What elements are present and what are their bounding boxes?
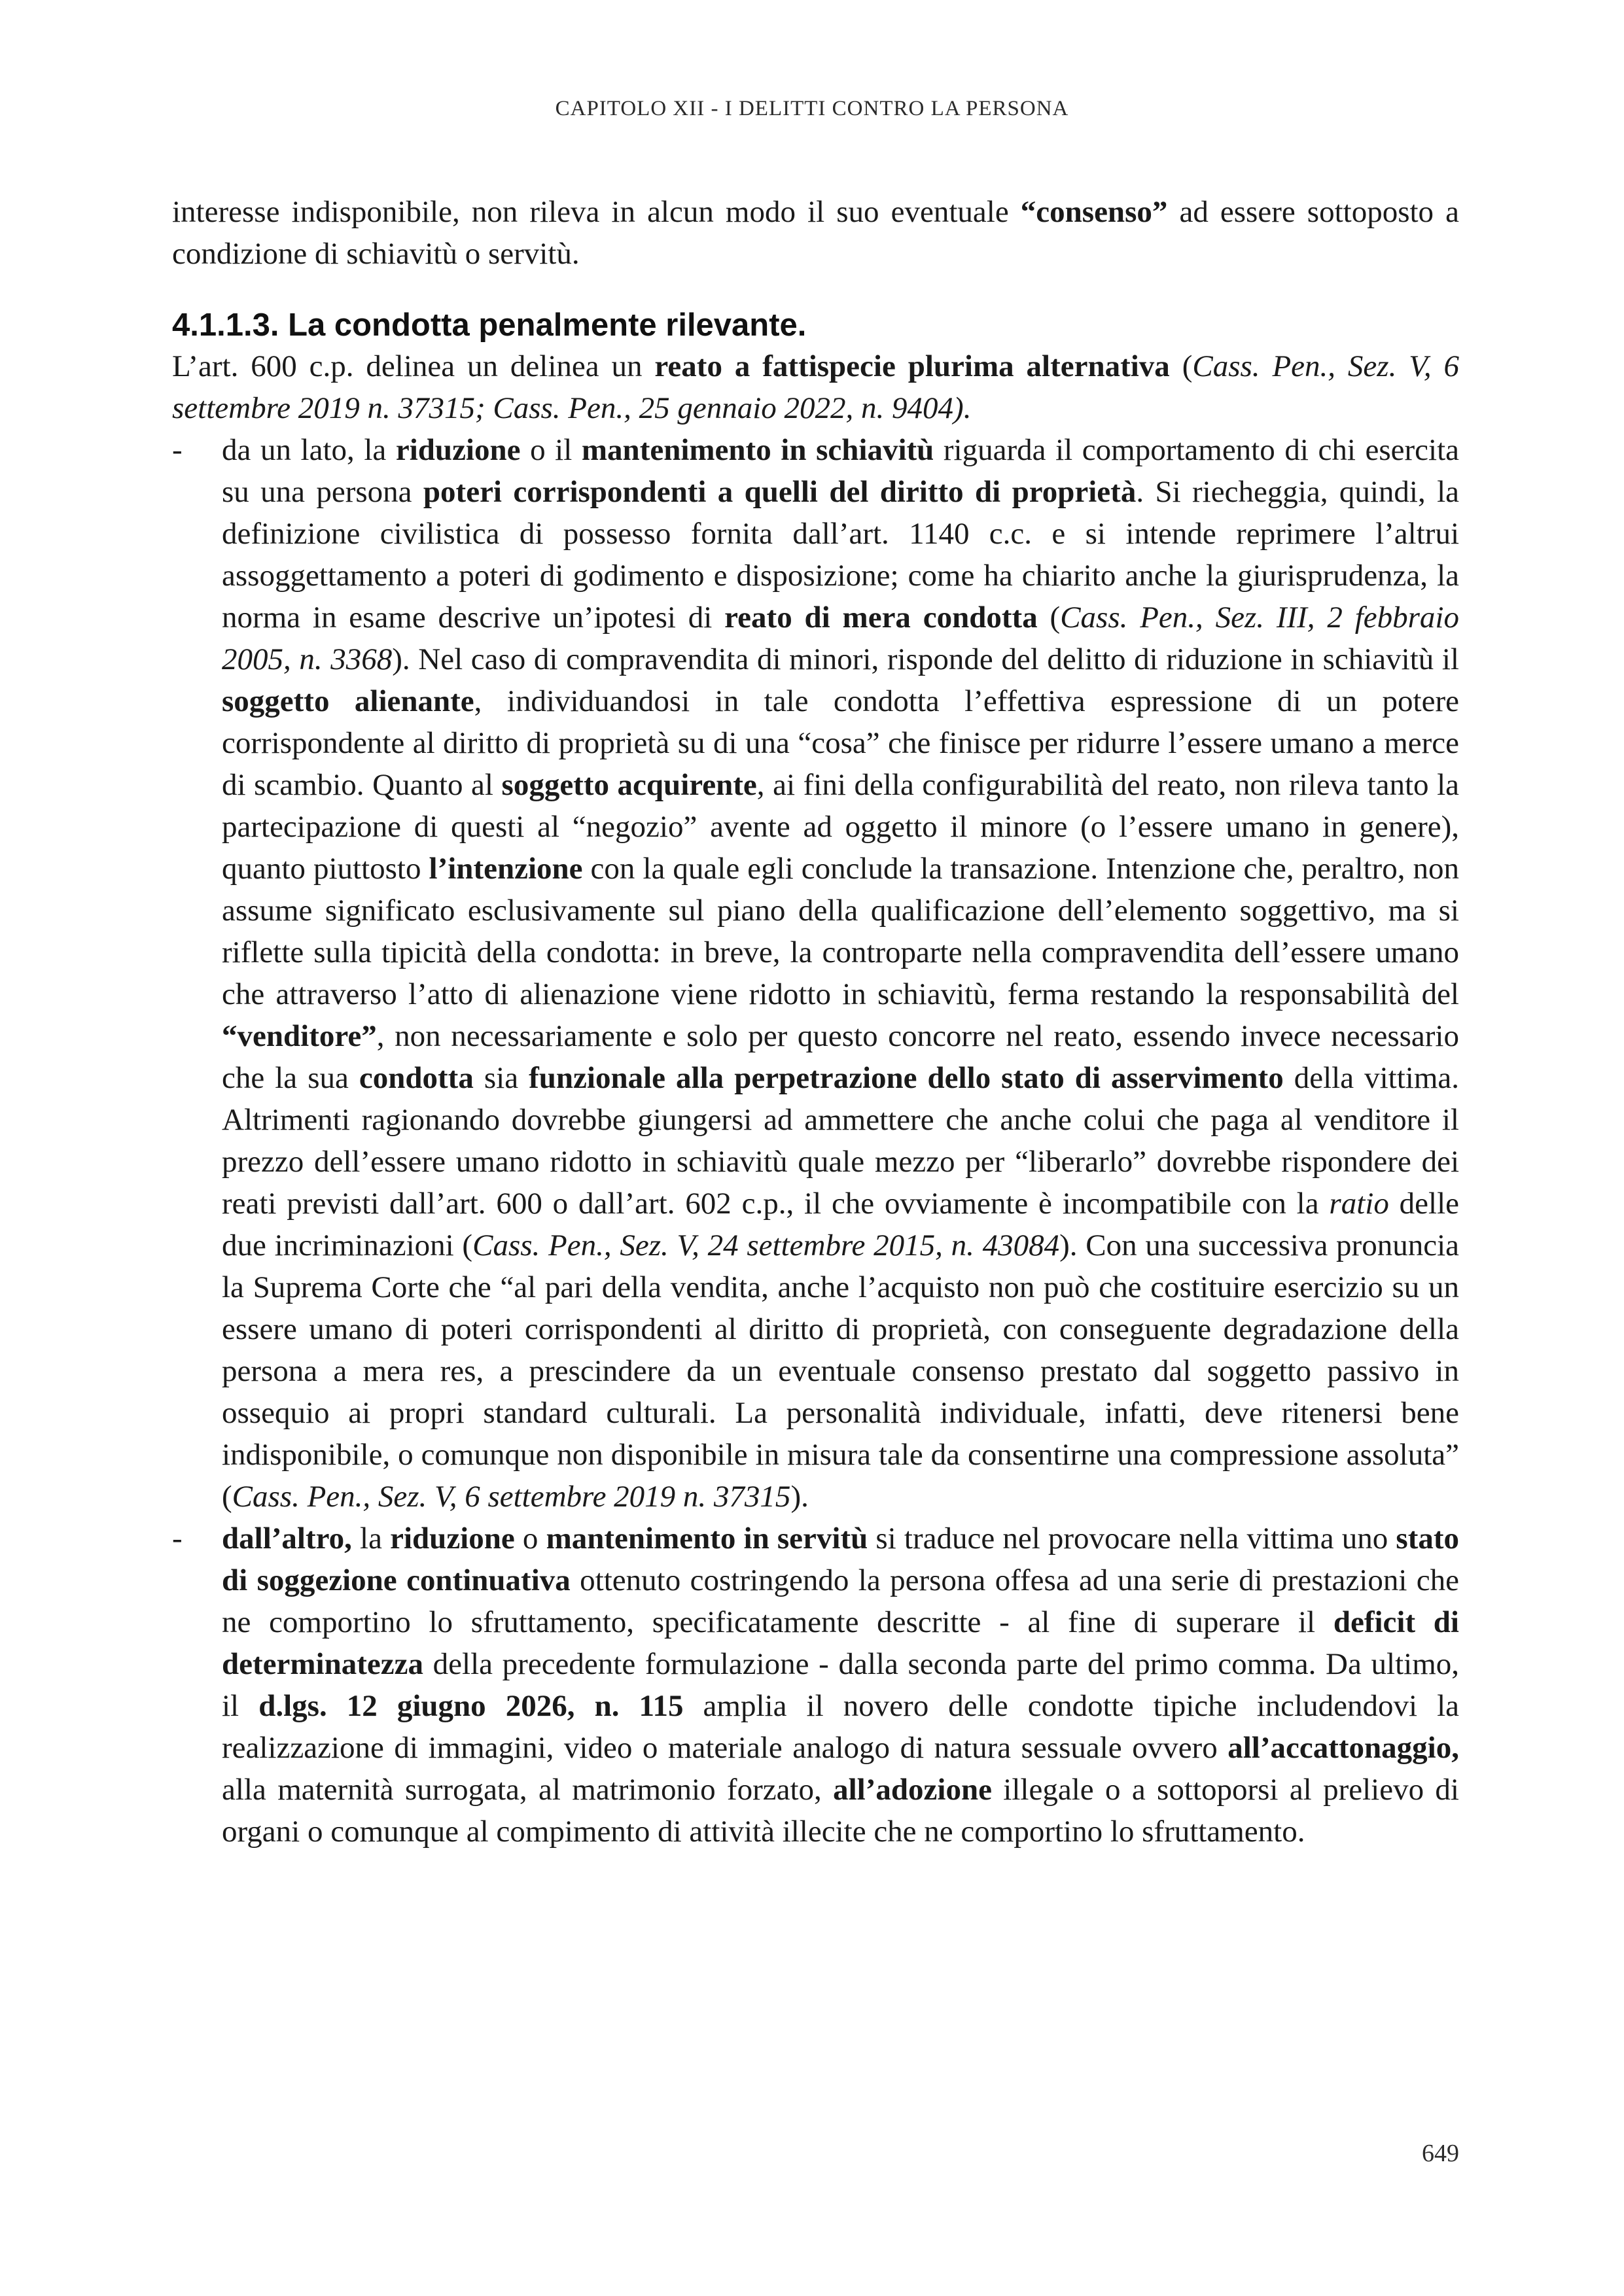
text-run: (	[1037, 600, 1061, 635]
text-run: , ai fini della configurabilità del reato, non rileva tanto la partecipazione di questi al “negozio” avente ad oggetto il minore (o l’essere umano in genere), quanto piuttosto	[222, 768, 1460, 886]
emphasis: reato a fattispecie plurima alternativa	[654, 349, 1170, 383]
text-run: con la quale egli conclude la transazione. Intenzione che, peraltro, non assume significato esclusivamente sul piano della qualificazione dell’elemento soggettivo, ma si riflette sulla tipicità della condotta: in breve, la controparte nella compravendita dell’essere umano che attraverso l’atto di alienazione viene ridotto in schiavitù, ferma restando la responsabilità del	[222, 852, 1459, 1011]
text-run: sia	[473, 1061, 529, 1095]
text-run: ad essere sottoposto a condizione di schiavitù o servitù.	[172, 195, 1459, 271]
text-run: amplia il novero delle condotte tipiche includendovi la realizzazione di immagini, video o materiale analogo di natura sessuale ovvero	[222, 1689, 1459, 1765]
page-number: 649	[1422, 2140, 1459, 2167]
emphasis: reato di mera condotta	[724, 600, 1038, 635]
emphasis: all’adozione	[833, 1773, 992, 1807]
text-run: ). Con una successiva pronuncia la Suprema Corte che “al pari della vendita, anche l’acquisto non può che costituire esercizio su un essere umano di poteri corrispondenti al diritto di proprietà, con conseguente degradazione della persona a mera res, a prescindere da un eventuale consenso prestato dal soggetto passivo in ossequio ai propri standard culturali. La personalità individuale, infatti, deve ritenersi bene indisponibile, o comunque non disponibile in misura tale da consentirne una compressione assoluta” (	[222, 1228, 1459, 1514]
citation: Cass. Pen., Sez. V, 6 settembre 2019 n. 37315	[232, 1480, 791, 1514]
text-run: della vittima. Altrimenti ragionando dovrebbe giungersi ad ammettere che anche colui che paga al venditore il prezzo dell’essere umano ridotto in schiavitù quale mezzo per “liberarlo” dovrebbe rispondere dei reati previsti dall’art. 600 o dall’art. 602 c.p., il che ovviamente è incompatibile con la	[222, 1061, 1460, 1221]
text-run: delle due incriminazioni (	[222, 1187, 1459, 1262]
text-run: la	[351, 1522, 391, 1556]
emphasis: dall’altro,	[222, 1522, 352, 1556]
text-run: (	[1169, 349, 1193, 383]
emphasis: mantenimento in servitù	[546, 1522, 868, 1556]
emphasis: “venditore”	[222, 1019, 377, 1053]
running-header: CAPITOLO XII - I DELITTI CONTRO LA PERSONA	[555, 97, 1069, 120]
lead-paragraph	[172, 345, 1459, 429]
emphasis: all’accattonaggio,	[1227, 1731, 1459, 1765]
text-run: alla maternità surrogata, al matrimonio forzato,	[222, 1773, 834, 1807]
emphasis: condotta	[359, 1061, 474, 1095]
text-run: o	[514, 1522, 546, 1556]
text-run: , non necessariamente e solo per questo concorre nel reato, essendo invece necessario che la sua	[222, 1019, 1459, 1095]
emphasis: mantenimento in schiavitù	[581, 433, 934, 467]
text-run: da un lato, la	[222, 433, 396, 467]
text-run: L’art. 600 c.p. delinea un delinea un	[172, 349, 655, 383]
text-run: si traduce nel provocare nella vittima uno	[868, 1522, 1396, 1556]
text-run: ). Nel caso di compravendita di minori, risponde del delitto di riduzione in schiavitù il	[392, 642, 1459, 676]
list-item-text	[222, 1518, 1459, 1852]
section-heading: 4.1.1.3. La condotta penalmente rilevante.	[172, 307, 807, 343]
text-run: . Si riecheggia, quindi, la definizione civilistica di possesso fornita dall’art. 1140 c.c. e si intende reprimere l’altrui assoggettamento a poteri di godimento e disposizione; come ha chiarito anche la giurisprudenza, la norma in esame descrive un’ipotesi di	[222, 475, 1459, 635]
list-item-2	[172, 1518, 1459, 1852]
text-run: riguarda il comportamento di chi esercita su una persona	[222, 433, 1459, 509]
emphasis: “consenso”	[1020, 195, 1168, 229]
emphasis: d.lgs. 12 giugno 2026, n. 115	[258, 1689, 684, 1723]
emphasis: stato di soggezione continuativa	[222, 1522, 1459, 1597]
citation: Cass. Pen., Sez. III, 2 febbraio 2005, n. 3368	[222, 600, 1459, 676]
page-body	[172, 191, 1459, 1852]
emphasis: deficit di determinatezza	[222, 1605, 1459, 1681]
latin-term: ratio	[1329, 1187, 1389, 1221]
text-run: ottenuto costringendo la persona offesa ad una serie di prestazioni che ne comportino lo sfruttamento, specificatamente descritte - al fine di superare il	[222, 1563, 1459, 1639]
emphasis: l’intenzione	[429, 852, 583, 886]
intro-paragraph	[172, 191, 1459, 275]
emphasis: riduzione	[395, 433, 521, 467]
emphasis: poteri corrispondenti a quelli del diritto di proprietà	[423, 475, 1137, 509]
text-run: ).	[790, 1480, 809, 1514]
text-run: della precedente formulazione - dalla seconda parte del primo comma. Da ultimo, il	[222, 1647, 1459, 1723]
emphasis: soggetto acquirente	[501, 768, 757, 802]
citation: Cass. Pen., Sez. V, 24 settembre 2015, n. 43084	[472, 1228, 1060, 1262]
emphasis: funzionale alla perpetrazione dello stato di asservimento	[529, 1061, 1284, 1095]
text-run: , individuandosi in tale condotta l’effettiva espressione di un potere corrispondente al diritto di proprietà su di una “cosa” che finisce per ridurre l’essere umano a merce di scambio. Quanto al	[222, 684, 1459, 802]
list-dash: -	[172, 433, 183, 467]
text-run: o il	[520, 433, 582, 467]
list-dash: -	[172, 1522, 183, 1556]
list-item-text	[222, 429, 1459, 1518]
emphasis: soggetto alienante	[222, 684, 474, 718]
text-run: interesse indisponibile, non rileva in alcun modo il suo eventuale	[172, 195, 1021, 229]
citation: Cass. Pen., Sez. V, 6 settembre 2019 n. 37315; Cass. Pen., 25 gennaio 2022, n. 9404).	[172, 349, 1460, 425]
list-item-1	[172, 429, 1459, 1518]
emphasis: riduzione	[390, 1522, 515, 1556]
text-run: illegale o a sottoporsi al prelievo di organi o comunque al compimento di attività illecite che ne comportino lo sfruttamento.	[222, 1773, 1459, 1849]
